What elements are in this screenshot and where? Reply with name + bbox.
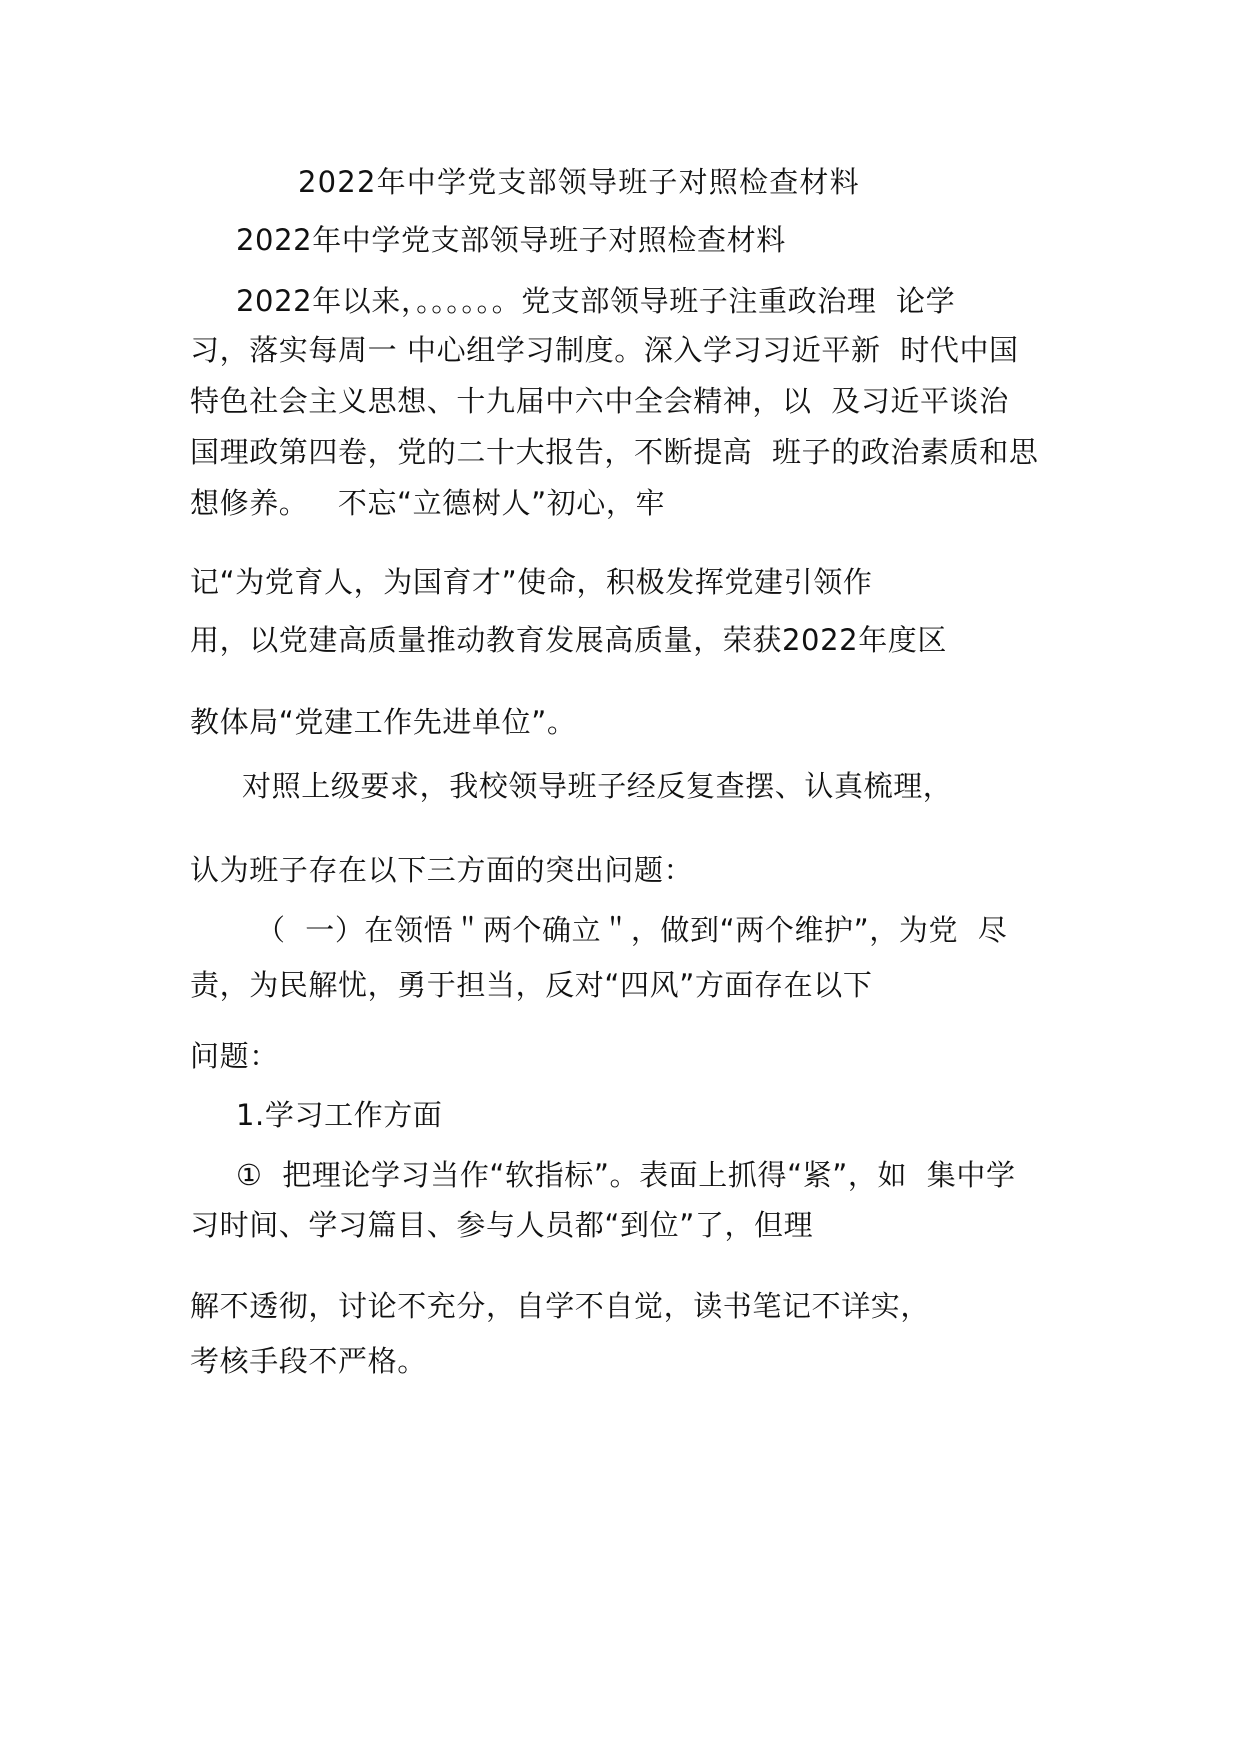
paragraph-line: 认为班子存在以下三方面的突出问题：	[190, 853, 694, 887]
paragraph-line: 解不透彻，讨论不充分，自学不自觉，读书笔记不详实，	[190, 1289, 931, 1323]
section-heading: （ 一）在领悟＂两个确立＂，做到“两个维护”，为党 尽	[256, 913, 1008, 947]
paragraph-line: 特色社会主义思想、十九届中六中全会精神，以 及习近平谈治	[190, 384, 1009, 418]
paragraph-line: 用，以党建高质量推动教育发展高质量，荣获2022年度区	[190, 623, 948, 657]
paragraph-line: 教体局“党建工作先进单位”。	[190, 705, 577, 739]
list-item: ① 把理论学习当作“软指标”。表面上抓得“紧”，如 集中学	[236, 1158, 1016, 1192]
paragraph-line: 2022年以来，。。。。。。党支部领导班子注重政治理 论学	[236, 284, 956, 318]
subsection-heading: 1.学习工作方面	[236, 1098, 443, 1132]
document-subtitle: 2022年中学党支部领导班子对照检查材料	[236, 223, 786, 257]
paragraph-line: 对照上级要求，我校领导班子经反复查摆、认真梳理，	[242, 769, 953, 803]
paragraph-line: 记“为党育人，为国育才”使命，积极发挥党建引领作	[190, 565, 873, 599]
paragraph-line: 问题：	[190, 1039, 279, 1073]
paragraph-line: 责，为民解忧，勇于担当，反对“四风”方面存在以下	[190, 968, 873, 1002]
paragraph-line: 想修养。 不忘“立德树人”初心，牢	[190, 486, 666, 520]
document-title: 2022年中学党支部领导班子对照检查材料	[298, 165, 860, 199]
paragraph-line: 考核手段不严格。	[190, 1344, 427, 1378]
paragraph-line: 国理政第四卷，党的二十大报告，不断提高 班子的政治素质和思	[190, 435, 1039, 469]
paragraph-line: 习时间、学习篇目、参与人员都“到位”了，但理	[190, 1208, 814, 1242]
paragraph-line: 习，落实每周一 中心组学习制度。深入学习习近平新 时代中国	[190, 333, 1019, 367]
